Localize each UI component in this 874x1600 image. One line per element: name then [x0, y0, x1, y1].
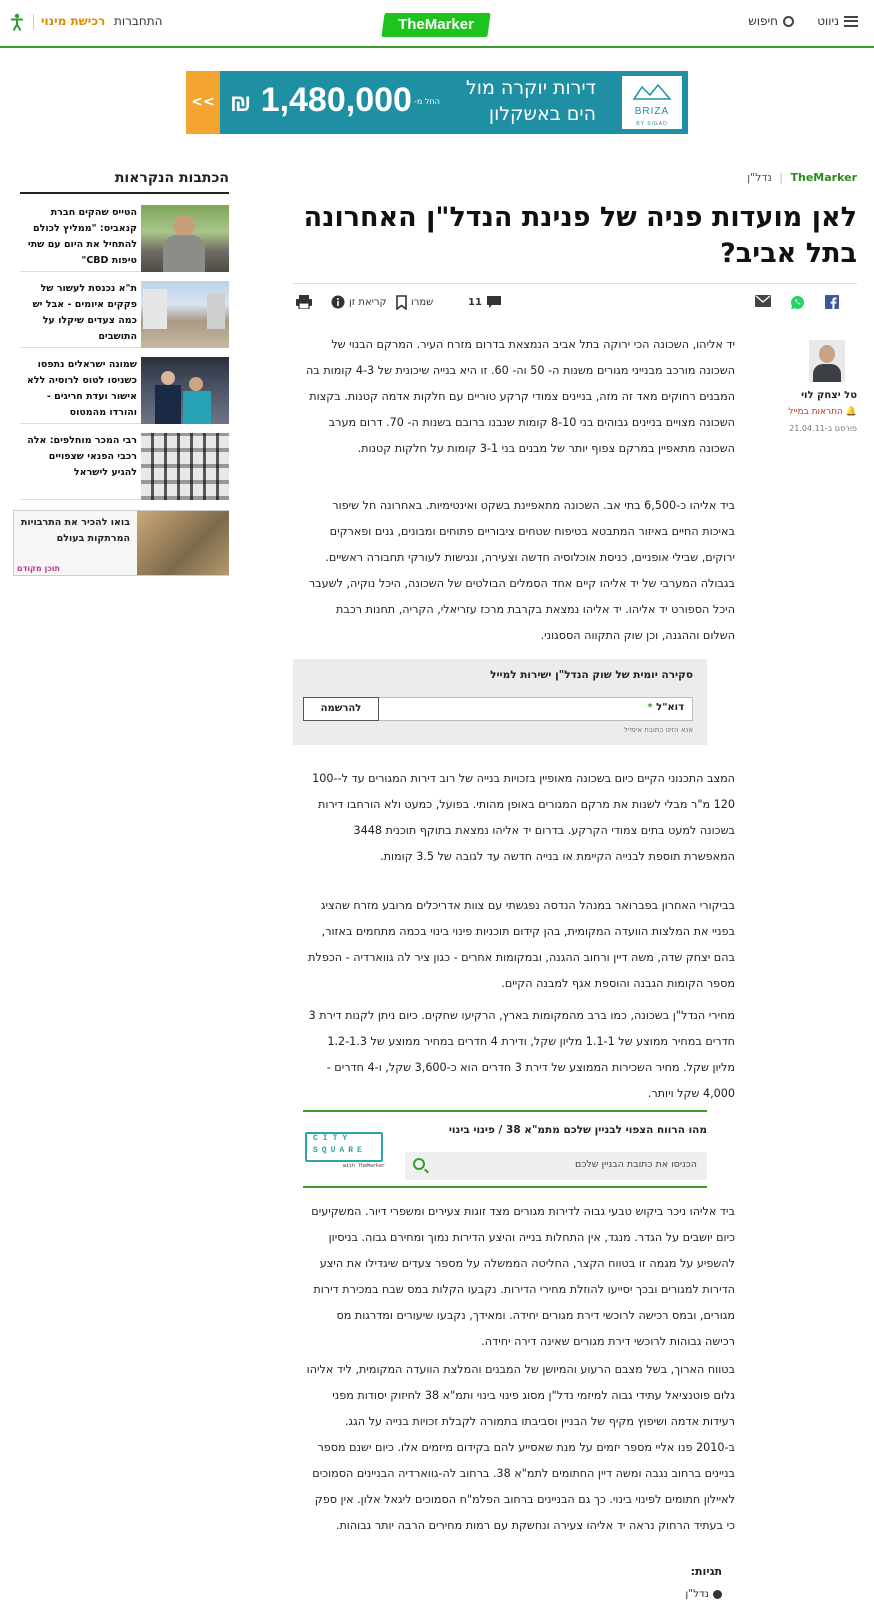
author-name[interactable]: טל יצחק לוי [801, 390, 857, 401]
most-read-item[interactable] [20, 433, 229, 500]
zen-read-label: קריאת זן [349, 296, 387, 308]
bookmark-icon [396, 295, 407, 310]
save-button[interactable] [396, 295, 433, 310]
info-icon [331, 295, 345, 309]
email-field[interactable]: דוא"ל * [378, 697, 693, 721]
top-bar [0, 0, 874, 48]
hamburger-icon [844, 16, 858, 27]
article-thumbnail[interactable] [141, 357, 229, 424]
facebook-share-button[interactable] [825, 295, 839, 309]
email-share-button[interactable] [755, 295, 771, 307]
newsletter-title: סקירה יומית של שוק הנדל"ן ישירות למייל [490, 669, 693, 681]
most-read-item[interactable] [20, 281, 229, 348]
publish-date: פורסם ב-21.04.11 [789, 424, 857, 433]
most-read-title: הכתבות הנקראות [20, 170, 229, 194]
building-address-input[interactable]: הכניסו את כתובת הבניין שלכם [405, 1152, 707, 1180]
promoted-content[interactable] [13, 510, 229, 576]
divider [33, 14, 34, 30]
bell-icon: 🔔 [845, 407, 857, 417]
themarker-logo[interactable]: TheMarker [381, 13, 490, 37]
widget-title: מהו הרווח הצפוי לבניין שלכם מתמ"א 38 / פינוי בינוי [448, 1124, 707, 1136]
most-read-headline[interactable]: ת"א נכנסת לעשור של פקקים איומים - אבל יש כמה צעדים שיקלו על התושבים [32, 283, 137, 342]
article-paragraph: מחירי הנדל"ן בשכונה, כמו ברב מהמקומות בארץ, הרקיעו שחקים. כיום ניתן לקנות דירת 3 חדרים במחיר ממוצע של 1.1-1 מליון שקל, ודירת 4 חדרים במחיר ממוצע של 1.2-1.3 מליון שקל. מחיר השכירות הממוצע של דירת 3 חדרים הוא כ-3,600 שקל, ו-4 חדרים - 4,000 שקל ויותר. [308, 1009, 735, 1100]
author-avatar[interactable] [809, 340, 845, 382]
subscribe-button[interactable]: להרשמה [303, 697, 379, 721]
accessibility-icon[interactable] [10, 13, 24, 31]
most-read-headline[interactable]: רבי המכר מוחלפים: אלה רכבי הפנאי שצפויים להגיע לישראל [27, 435, 137, 478]
comments-button[interactable] [468, 295, 502, 309]
subscribe-link[interactable]: רכישת מינוי [41, 14, 106, 28]
tama38-widget [303, 1110, 707, 1188]
article-headline: לאן מועדות פניה של פנינת הנדל"ן האחרונה בתל אביב? [303, 202, 857, 269]
article-paragraph: ביד אליהו כ-6,500 בתי אב. השכונה מתאפיינת בשקט ואינטימיות. באחרונה חל שיפור באיכות החיים באיזור המתבטא בטיפוח שטחים ציבוריים פתוחים ומבונים, גנים ופארקים ירוקים, שבילי אופניים, כניסת אוכלוסיה חדשה וצעירה, ונגישות לעורקי תחבורה ראשיים. בגבולה המערבי של יד אליהו קיים אחד הסמלים הבולטים של השכונה, היכל נוקיה, לשעבר היכל הספורט יד אליהו. יד אליהו נמצאת בקרבת מרכז עזריאלי, הקריה, תחנות רכבת השלום וההגנה, וכן שוק התקווה הססגוני. [308, 499, 735, 642]
menu-label: ניווט [817, 14, 839, 28]
promo-headline[interactable]: בואו להכיר את התרבויות המרתקות בעולם [20, 517, 130, 544]
zen-read-button[interactable] [331, 295, 387, 309]
ad-from-label: החל מ- [414, 97, 440, 106]
login-link[interactable]: התחברות [114, 14, 163, 28]
ad-line1: דירות יוקרה מול [465, 77, 596, 99]
ad-arrow[interactable]: << [186, 71, 220, 134]
whatsapp-share-button[interactable] [790, 295, 805, 310]
promo-label: תוכן מקודם [17, 564, 60, 573]
most-read-headline[interactable]: שמונה ישראלים נתפסו כשניסו לטוס לרוסיה ללא אישור ועדת חריגים - והורדו מהמטוס [26, 359, 137, 418]
whatsapp-icon [790, 295, 805, 310]
most-read-headline[interactable]: הטייס שהקים חברת קנאביס: "ממליץ לכולם להתחיל את היום עם שתי טיפות CBD" [27, 207, 137, 266]
article-paragraph: יד אליהו, השכונה הכי ירוקה בתל אביב הנמצאת בדרום מזרח העיר. המרקם הבנוי של השכונה מורכב מבנייני מגורים משנות ה- 50 וה- 60. זו היא בנייה שיכונית של 4-3 קומות בה המבנים רחוקים מאד זה מזה, בניינים צמודי קרקע טוריים עם חלקות אדמה קטנות. בקצות השכונה מצויים בניינים גבוהים בני 8-10 קומות שנבנו ברובם בשנות ה- 70. דרום מערב השכונה מתאפיין במרקם צפוף יותר של מבנים בני 3-1 קומות על חלקות קטנות. [306, 338, 735, 455]
article-toolbar [293, 292, 857, 316]
breadcrumb-brand[interactable]: TheMarker [790, 171, 857, 184]
briza-waves-icon [632, 81, 672, 103]
search-icon[interactable] [413, 1158, 425, 1170]
article-thumbnail[interactable] [141, 205, 229, 272]
article-paragraph: ביד אליהו ניכר ביקוש טבעי גבוה לדירות מגורים מצד זוגות צעירים ומשפרי דיור. המשקיעים כיום יושבים על הגדר. מנגד, אין התחלות בנייה והיצע הדירות נמוך ומחירם גבוה. בניסיון להשפיע על מגמה זו בטווח הקצר, החליטה הממשלה על מספר צעדים שיגדילו את היצע הדירות למגורים ובכך יסייעו להוזלת מחירי הדירות. נקבעו הקלות במס שבח במכירת דירות מגורים, ובמס רכישה לרוכשי דירת מגורים יחידה. ומאידך, נקבעו שיעורים ומדרגות מס רכישה גבוהות לרוכשי דירת מגורים שאינה דירה יחידה. [311, 1205, 735, 1348]
article-thumbnail[interactable] [141, 433, 229, 500]
newsletter-note: אנא הזינו כתובת אימייל [623, 726, 693, 734]
email-icon [755, 295, 771, 307]
comments-count: 11 [468, 296, 482, 308]
menu-button[interactable] [817, 14, 858, 28]
tags-title: תגיות: [690, 1565, 722, 1578]
article-paragraph: המצב התכנוני הקיים כיום בשכונה מאופיין בזכויות בנייה של רוב דירות המגורים עד ל-100-120 מ"ר מבלי לשנות את מרקם המגורים באופן מהותי. בפועל, כמעט ולא הורחבו דירות בשכונה למעט בתים צמודי הקרקע. בדרום יד אליהו נמצאת בתוקף תוכנית 3448 המאפשרת תוספת לבנייה הקיימת או בנייה חדשה עד לגובה של 3.5 קומות. [312, 772, 735, 863]
ad-line2: הים באשקלון [488, 103, 596, 125]
search-icon [783, 16, 794, 27]
article-paragraph: בביקורי האחרון בפברואר במנהל הנדסה נפגשתי עם צוות אדריכלים מרובע מזרח שהציג בפניי את המלצות הוועדה המקומית, בהן קידום תוכניות פינוי בינוי בכמה מתחמים באזור, בהם יצחק שדה, משה דיין ורחוב ההגנה, ובמקומות אחרים - כגון ציר לה גווארדיה - הכפלת מספר הקומות הגבנה והוספת אגף למבנה הקיים. [308, 899, 735, 990]
divider [293, 283, 857, 284]
most-read-item[interactable] [20, 205, 229, 272]
author-alerts-link[interactable]: 🔔 התראות במייל [788, 407, 857, 417]
print-icon [296, 295, 312, 309]
save-label: שמרו [411, 297, 434, 308]
ad-brand-logo: BRIZA BY SIGAD [622, 76, 682, 129]
ad-banner[interactable] [186, 71, 688, 134]
city-square-logo: CITY SQUARE with TheMarker [303, 1132, 387, 1172]
most-read-item[interactable] [20, 357, 229, 424]
article-thumbnail[interactable] [141, 281, 229, 348]
promo-thumbnail[interactable] [137, 511, 229, 575]
tag-link[interactable]: נדל"ן [685, 1588, 722, 1600]
ad-price: ₪ 1,480,000 [230, 81, 412, 119]
search-button[interactable] [748, 14, 794, 28]
print-button[interactable] [296, 295, 312, 309]
breadcrumb-section[interactable]: נדל"ן [747, 171, 772, 184]
article-paragraph: בטווח הארוך, בשל מצבם הרעוע והמיושן של המבנים והמלצת הוועדה המקומית, ליד אליהו גלום פוטנציאל עתידי גבוה למיזמי נדל"ן מסוג פינוי בינוי ותמ"א 38 לחיזוק יסודות מפני רעידות אדמה ושיפוץ מקיף של הבניין וסביבתו בתמורה לקבלת זכויות בנייה על הגג. ב-2010 פנו אליי מספר יזמים על מנת שאסייע להם בקידום מיזמים אלו. כיום ישנם מספר בניינים ברחוב נגבה ומשה דיין החתומים לתמ"א 38. ברחוב לה-גווארדיה הבניינים הסמוכים לאיילון חתומים לפינוי בינוי. כך גם הבניינים ברחוב הפלמ"ח הסמוכים ליגאל אלון. אין ספק כי בעתיד הרחוק נראה יד אליהו צעירה ונחשקת עם רמות מחירים הרבה יותר גבוהות. [306, 1363, 735, 1532]
facebook-icon [825, 295, 839, 309]
comment-icon [486, 295, 502, 309]
tag-bell-icon [713, 1590, 722, 1599]
search-label: חיפוש [748, 14, 778, 28]
breadcrumb: TheMarker | נדל"ן [747, 171, 857, 184]
newsletter-signup [293, 659, 707, 745]
